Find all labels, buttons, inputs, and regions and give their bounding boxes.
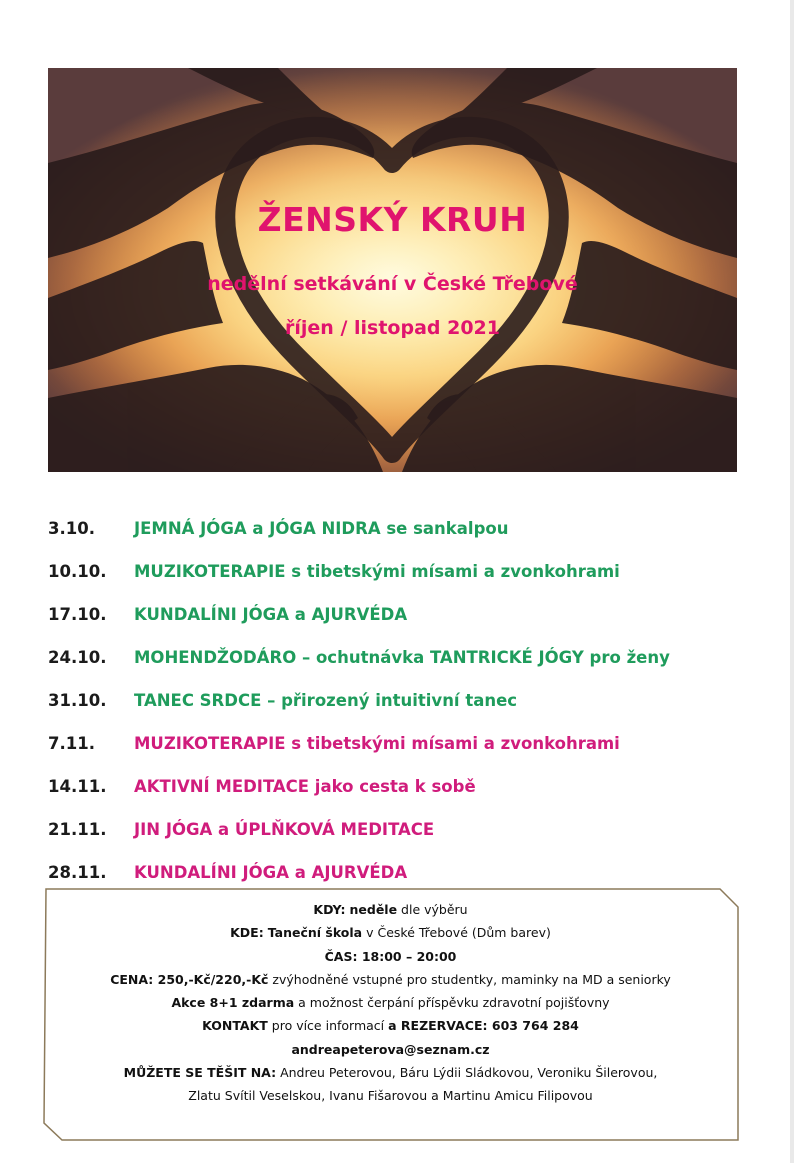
schedule-row bbox=[48, 550, 768, 593]
schedule-title: AKTIVNÍ MEDITACE jako cesta k sobě bbox=[134, 777, 476, 796]
schedule-date: 21.11. bbox=[48, 820, 107, 839]
poster-subtitle: nedělní setkávání v České Třebové bbox=[207, 273, 578, 295]
schedule-row bbox=[48, 808, 768, 851]
page-edge bbox=[790, 0, 794, 1163]
info-box bbox=[43, 898, 738, 1108]
info-price: CENA: 250,-Kč/220,-Kč zvýhodněné vstupné pro studentky, maminky na MD a seniorky bbox=[110, 971, 671, 987]
schedule-title: MUZIKOTERAPIE s tibetskými mísami a zvonkohrami bbox=[134, 734, 620, 753]
poster-period: říjen / listopad 2021 bbox=[285, 317, 500, 339]
schedule-date: 17.10. bbox=[48, 605, 107, 624]
schedule-title: TANEC SRDCE – přirozený intuitivní tanec bbox=[134, 691, 518, 710]
schedule-row bbox=[48, 679, 768, 722]
info-where: KDE: Taneční škola v České Třebové (Dům barev) bbox=[230, 925, 551, 941]
schedule-title: JEMNÁ JÓGA a JÓGA NIDRA se sankalpou bbox=[134, 519, 509, 538]
schedule-row bbox=[48, 593, 768, 636]
schedule-title: KUNDALÍNI JÓGA a AJURVÉDA bbox=[134, 863, 408, 882]
schedule-title: MUZIKOTERAPIE s tibetskými mísami a zvonkohrami bbox=[134, 562, 620, 581]
schedule-date: 24.10. bbox=[48, 648, 107, 667]
info-when: KDY: neděle dle výběru bbox=[313, 902, 468, 917]
info-offer: Akce 8+1 zdarma a možnost čerpání příspěvku zdravotní pojišťovny bbox=[171, 995, 610, 1011]
schedule-list bbox=[48, 507, 768, 894]
info-team-continued: Zlatu Svítil Veselskou, Ivanu Fišarovou a Martinu Amicu Filipovou bbox=[188, 1088, 593, 1104]
schedule-date: 3.10. bbox=[48, 519, 95, 538]
schedule-row bbox=[48, 507, 768, 550]
poster-title: ŽENSKÝ KRUH bbox=[257, 200, 528, 239]
info-contact: KONTAKT pro více informací a REZERVACE: 603 764 284 bbox=[202, 1018, 579, 1034]
schedule-date: 14.11. bbox=[48, 777, 107, 796]
schedule-title: KUNDALÍNI JÓGA a AJURVÉDA bbox=[134, 605, 408, 624]
heart-hands-image bbox=[48, 68, 737, 472]
schedule-date: 31.10. bbox=[48, 691, 107, 710]
schedule-row bbox=[48, 722, 768, 765]
schedule-row bbox=[48, 636, 768, 679]
info-team: MŮŽETE SE TĚŠIT NA: Andreu Peterovou, Báru Lýdii Sládkovou, Veroniku Šilerovou, bbox=[123, 1065, 658, 1081]
schedule-date: 7.11. bbox=[48, 734, 95, 753]
schedule-date: 28.11. bbox=[48, 863, 107, 882]
schedule-row bbox=[48, 765, 768, 808]
schedule-date: 10.10. bbox=[48, 562, 107, 581]
info-email: andreapeterova@seznam.cz bbox=[291, 1041, 490, 1057]
schedule-title: JIN JÓGA a ÚPLŇKOVÁ MEDITACE bbox=[134, 820, 435, 839]
schedule-title: MOHENDŽODÁRO – ochutnávka TANTRICKÉ JÓGY pro ženy bbox=[134, 648, 670, 667]
info-time: ČAS: 18:00 – 20:00 bbox=[324, 948, 457, 964]
hero-banner bbox=[48, 68, 737, 472]
